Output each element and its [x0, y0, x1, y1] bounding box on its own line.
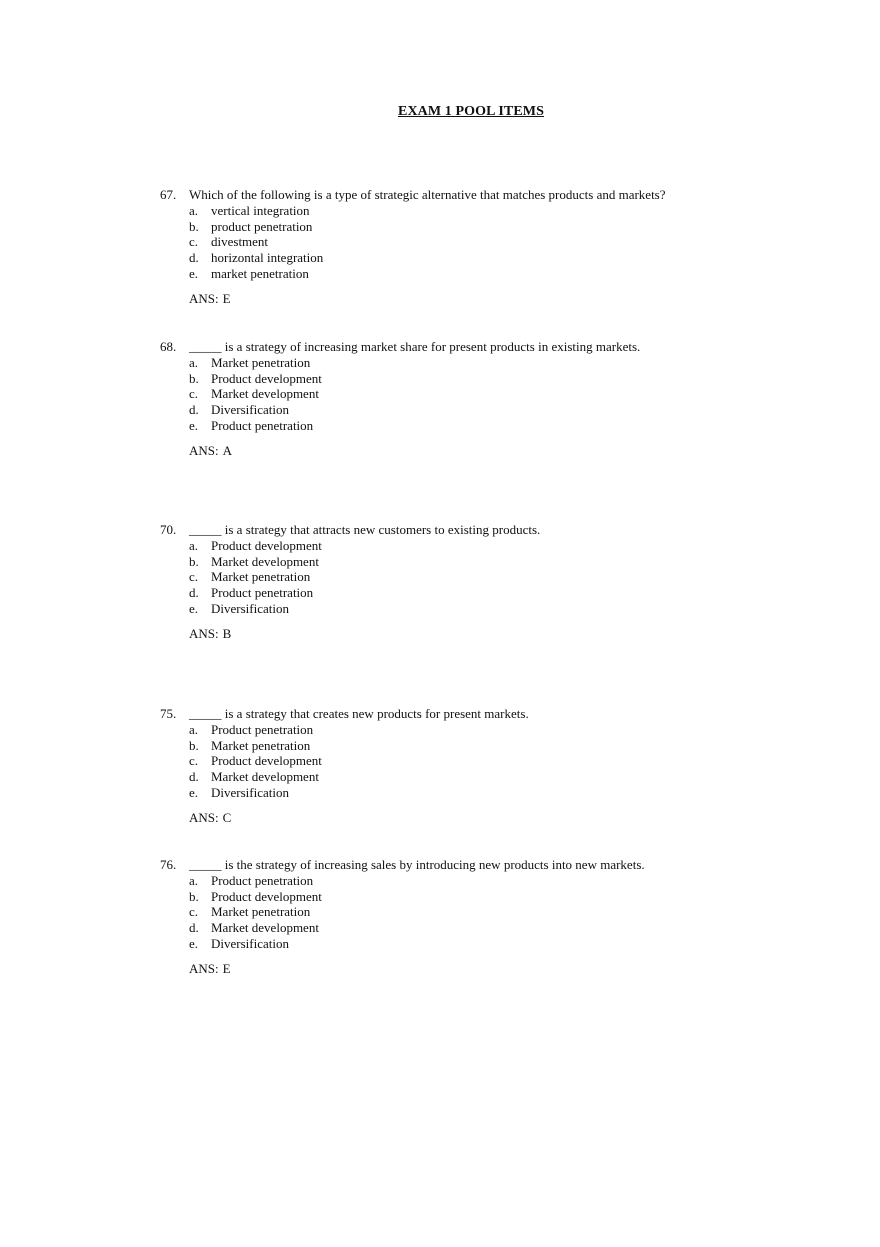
question-67 [160, 187, 800, 307]
answer-line [160, 626, 800, 642]
option-text: Market penetration [211, 904, 311, 920]
option-b [160, 738, 800, 754]
option-list [160, 203, 800, 281]
option-letter: a. [189, 355, 199, 370]
option-letter: c. [189, 904, 199, 920]
question-68 [160, 339, 800, 459]
question-stem: _____ is the strategy of increasing sales by introducing new products into new markets. [189, 857, 645, 872]
option-d [160, 585, 800, 601]
option-e [160, 266, 800, 282]
question-stem: _____ is a strategy that attracts new customers to existing products. [189, 522, 541, 537]
option-text: divestment [211, 234, 269, 250]
option-text: Product penetration [211, 873, 314, 888]
option-b [160, 371, 800, 387]
option-letter: c. [189, 234, 199, 250]
option-text: Market penetration [211, 569, 311, 585]
option-a [160, 355, 800, 371]
option-letter: d. [189, 769, 199, 785]
answer-value: B [222, 626, 232, 642]
answer-line [160, 291, 800, 307]
answer-value: C [222, 810, 232, 826]
question-stem-line [160, 522, 800, 538]
option-text: Market development [211, 386, 319, 402]
option-letter: d. [189, 402, 199, 418]
option-letter: b. [189, 737, 199, 753]
option-text: horizontal integration [211, 250, 324, 266]
option-letter: a. [189, 873, 199, 888]
question-stem-line [160, 187, 800, 203]
answer-label: ANS: [189, 810, 219, 826]
option-letter: e. [189, 600, 199, 616]
option-letter: e. [189, 935, 199, 951]
answer-label: ANS: [189, 443, 219, 459]
option-c [160, 753, 800, 769]
option-text: Market development [211, 769, 319, 785]
option-a [160, 722, 800, 738]
option-text: Diversification [211, 402, 289, 418]
option-b [160, 889, 800, 905]
question-stem-line [160, 857, 800, 873]
option-c [160, 904, 800, 920]
question-75 [160, 706, 800, 826]
option-d [160, 250, 800, 266]
option-letter: d. [189, 585, 199, 601]
option-letter: b. [189, 370, 199, 386]
option-d [160, 920, 800, 936]
option-c [160, 386, 800, 402]
question-number: 70. [160, 522, 177, 537]
option-text: Product penetration [211, 722, 314, 737]
answer-label: ANS: [189, 626, 219, 642]
question-number: 76. [160, 857, 177, 872]
option-text: Market development [211, 553, 319, 569]
option-list [160, 538, 800, 616]
option-text: Product development [211, 753, 322, 769]
question-stem: _____ is a strategy that creates new products for present markets. [189, 706, 529, 721]
option-letter: c. [189, 753, 199, 769]
answer-line [160, 810, 800, 826]
option-text: product penetration [211, 218, 313, 234]
option-letter: b. [189, 888, 199, 904]
page-title: EXAM 1 POOL ITEMS [398, 104, 544, 119]
option-letter: c. [189, 569, 199, 585]
option-letter: b. [189, 218, 199, 234]
answer-line [160, 961, 800, 977]
option-text: Market development [211, 920, 319, 936]
question-stem-line [160, 339, 800, 355]
question-stem-line [160, 706, 800, 722]
option-text: Diversification [211, 935, 289, 951]
option-letter: c. [189, 386, 199, 402]
option-text: Product development [211, 370, 322, 386]
question-70 [160, 522, 800, 642]
option-text: Product development [211, 538, 322, 553]
question-number: 75. [160, 706, 177, 721]
option-list [160, 722, 800, 800]
option-list [160, 873, 800, 951]
option-list [160, 355, 800, 433]
answer-label: ANS: [189, 961, 219, 977]
option-e [160, 785, 800, 801]
question-stem: _____ is a strategy of increasing market share for present products in existing markets. [189, 339, 641, 354]
option-text: Market penetration [211, 355, 311, 370]
option-letter: a. [189, 203, 199, 218]
option-text: market penetration [211, 265, 309, 281]
option-a [160, 203, 800, 219]
answer-line [160, 443, 800, 459]
answer-value: E [222, 291, 231, 307]
option-a [160, 538, 800, 554]
option-letter: d. [189, 920, 199, 936]
option-text: vertical integration [211, 203, 310, 218]
option-e [160, 936, 800, 952]
option-b [160, 219, 800, 235]
option-c [160, 234, 800, 250]
question-76 [160, 857, 800, 977]
option-letter: e. [189, 784, 199, 800]
answer-value: A [222, 443, 233, 459]
option-d [160, 769, 800, 785]
option-text: Product development [211, 888, 322, 904]
option-b [160, 554, 800, 570]
option-text: Product penetration [211, 585, 314, 601]
option-letter: a. [189, 722, 199, 737]
option-e [160, 601, 800, 617]
question-number: 67. [160, 187, 177, 202]
question-number: 68. [160, 339, 177, 354]
option-text: Product penetration [211, 417, 314, 433]
option-letter: a. [189, 538, 199, 553]
option-letter: e. [189, 417, 199, 433]
option-text: Diversification [211, 784, 289, 800]
option-a [160, 873, 800, 889]
option-c [160, 569, 800, 585]
answer-label: ANS: [189, 291, 219, 307]
answer-value: E [222, 961, 231, 977]
option-e [160, 418, 800, 434]
option-letter: b. [189, 553, 199, 569]
option-text: Diversification [211, 600, 289, 616]
option-d [160, 402, 800, 418]
option-text: Market penetration [211, 737, 311, 753]
option-letter: e. [189, 265, 199, 281]
option-letter: d. [189, 250, 199, 266]
question-stem: Which of the following is a type of strategic alternative that matches products and markets? [189, 187, 666, 202]
